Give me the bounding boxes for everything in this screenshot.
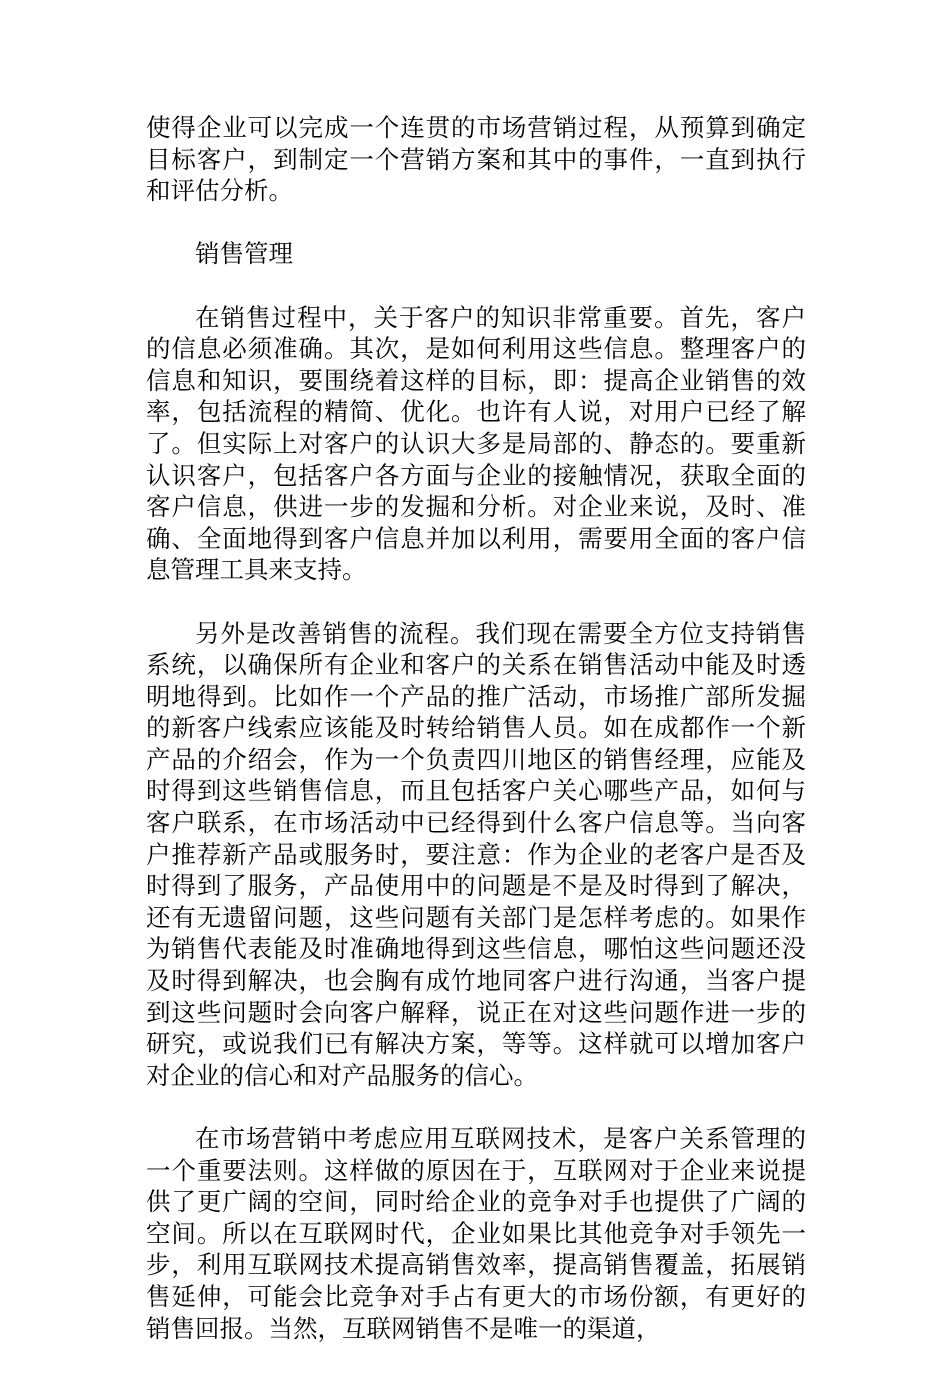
paragraph-customer-knowledge: 在销售过程中，关于客户的知识非常重要。首先，客户的信息必须准确。其次，是如何利用这些信息。整理客户的信息和知识，要围绕着这样的目标，即：提高企业销售的效率，包括流程的精简、优化。也许有人说，对用户已经了解了。但实际上对客户的认识大多是局部的、静态的。要重新认识客户，包括客户各方面与企业的接触情况，获取全面的客户信息，供进一步的发掘和分析。对企业来说，及时、准确、全面地得到客户信息并加以利用，需要用全面的客户信息管理工具来支持。 <box>146 302 806 585</box>
paragraph-internet-marketing: 在市场营销中考虑应用互联网技术，是客户关系管理的一个重要法则。这样做的原因在于，互联网对于企业来说提供了更广阔的空间，同时给企业的竞争对手也提供了广阔的空间。所以在互联网时代，企业如果比其他竞争对手领先一步，利用互联网技术提高销售效率，提高销售覆盖，拓展销售延伸，可能会比竞争对手占有更大的市场份额，有更好的销售回报。当然，互联网销售不是唯一的渠道， <box>146 1124 806 1343</box>
document-page <box>146 112 806 1376</box>
section-heading-sales-management: 销售管理 <box>195 239 293 269</box>
paragraph-sales-process: 另外是改善销售的流程。我们现在需要全方位支持销售系统，以确保所有企业和客户的关系在销售活动中能及时透明地得到。比如作一个产品的推广活动，市场推广部所发掘的新客户线索应该能及时转给销售人员。如在成都作一个新产品的介绍会，作为一个负责四川地区的销售经理，应能及时得到这些销售信息，而且包括客户关心哪些产品，如何与客户联系，在市场活动中已经得到什么客户信息等。当向客户推荐新产品或服务时，要注意：作为企业的老客户是否及时得到了服务，产品使用中的问题是不是及时得到了解决，还有无遗留问题，这些问题有关部门是怎样考虑的。如果作为销售代表能及时准确地得到这些信息，哪怕这些问题还没及时得到解决，也会胸有成竹地同客户进行沟通，当客户提到这些问题时会向客户解释，说正在对这些问题作进一步的研究，或说我们已有解决方案，等等。这样就可以增加客户对企业的信心和对产品服务的信心。 <box>146 618 806 1090</box>
paragraph-intro: 使得企业可以完成一个连贯的市场营销过程，从预算到确定目标客户，到制定一个营销方案和其中的事件，一直到执行和评估分析。 <box>146 113 806 206</box>
